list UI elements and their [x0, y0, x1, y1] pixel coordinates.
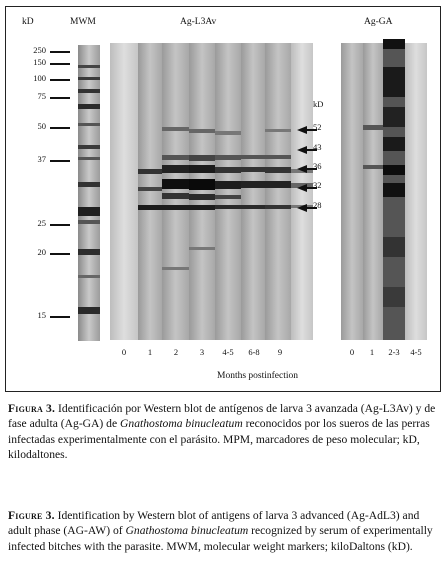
marker-tick [50, 97, 70, 99]
kd-right-header: kD [313, 99, 324, 109]
marker-label: 15 [37, 310, 46, 320]
x-axis-label: Months postinfection [217, 371, 299, 381]
ag-l3av-header: Ag-L3Av [180, 17, 217, 27]
lane-label: 3 [199, 347, 205, 357]
marker-tick [50, 51, 70, 53]
lane-label: 4-5 [410, 347, 422, 357]
marker-tick [50, 127, 70, 129]
caption-spanish [8, 401, 440, 463]
caption-label: Figura 3. [8, 402, 56, 415]
caption-text: Identificación por Western blot de antígenos de larva 3 avanzada (Ag-L3Av) y de fase adulta (Ag-GA) de [8, 402, 436, 431]
right-marker-label: 52 [313, 122, 322, 132]
lane-label: 1 [147, 347, 153, 357]
marker-label: 250 [33, 45, 46, 55]
ag-ga-header: Ag-GA [364, 17, 393, 27]
caption-english [8, 508, 440, 554]
ga-lanes [341, 39, 427, 340]
right-marker-label: 36 [313, 161, 322, 171]
l3-lanes [110, 43, 313, 340]
marker-tick [50, 316, 70, 318]
caption-text: recognized by serum of experimentally infected bitches with the parasite. MWM, molecular weight markers; kiloDaltons (kD). [8, 524, 433, 553]
right-marker-label: 43 [313, 142, 322, 152]
marker-label: 20 [37, 247, 46, 257]
marker-label: 100 [33, 73, 46, 83]
lane-label: 0 [121, 347, 127, 357]
right-marker-label: 28 [313, 200, 322, 210]
lane-label: 2 [173, 347, 179, 357]
caption-label: Figure 3. [8, 509, 55, 522]
mwm-header: MWM [70, 17, 96, 27]
marker-label: 37 [37, 154, 46, 164]
marker-tick [50, 160, 70, 162]
blot-image [6, 7, 440, 391]
lane-label: 0 [349, 347, 355, 357]
western-blot-figure [5, 6, 441, 392]
marker-label: 150 [33, 57, 46, 67]
marker-tick [50, 253, 70, 255]
lane-label: 9 [277, 347, 283, 357]
marker-tick [50, 79, 70, 81]
species-name: Gnathostoma binucleatum [120, 417, 243, 431]
right-marker-label: 32 [313, 180, 322, 190]
marker-label: 50 [37, 121, 46, 131]
marker-tick [50, 63, 70, 65]
marker-label: 75 [37, 91, 46, 101]
marker-label: 25 [37, 218, 46, 228]
lane-label: 4-5 [222, 347, 234, 357]
kd-header: kD [22, 17, 34, 27]
lane-label: 6-8 [248, 347, 260, 357]
caption-text: reconocidos por los sueros de las perras infectadas experimentalmente con el parásito. MPM, marcadores de peso molecular; kD, kilodaltones. [8, 417, 430, 462]
caption-text: Identification by Western blot of antigens of larva 3 advanced (Ag-AdL3) and adult phase (AG-AW) of [8, 509, 420, 538]
lane-label: 2-3 [388, 347, 400, 357]
species-name: Gnathostoma binucleatum [125, 524, 249, 538]
mwm-lane [78, 45, 100, 341]
marker-tick [50, 224, 70, 226]
lane-label: 1 [369, 347, 375, 357]
